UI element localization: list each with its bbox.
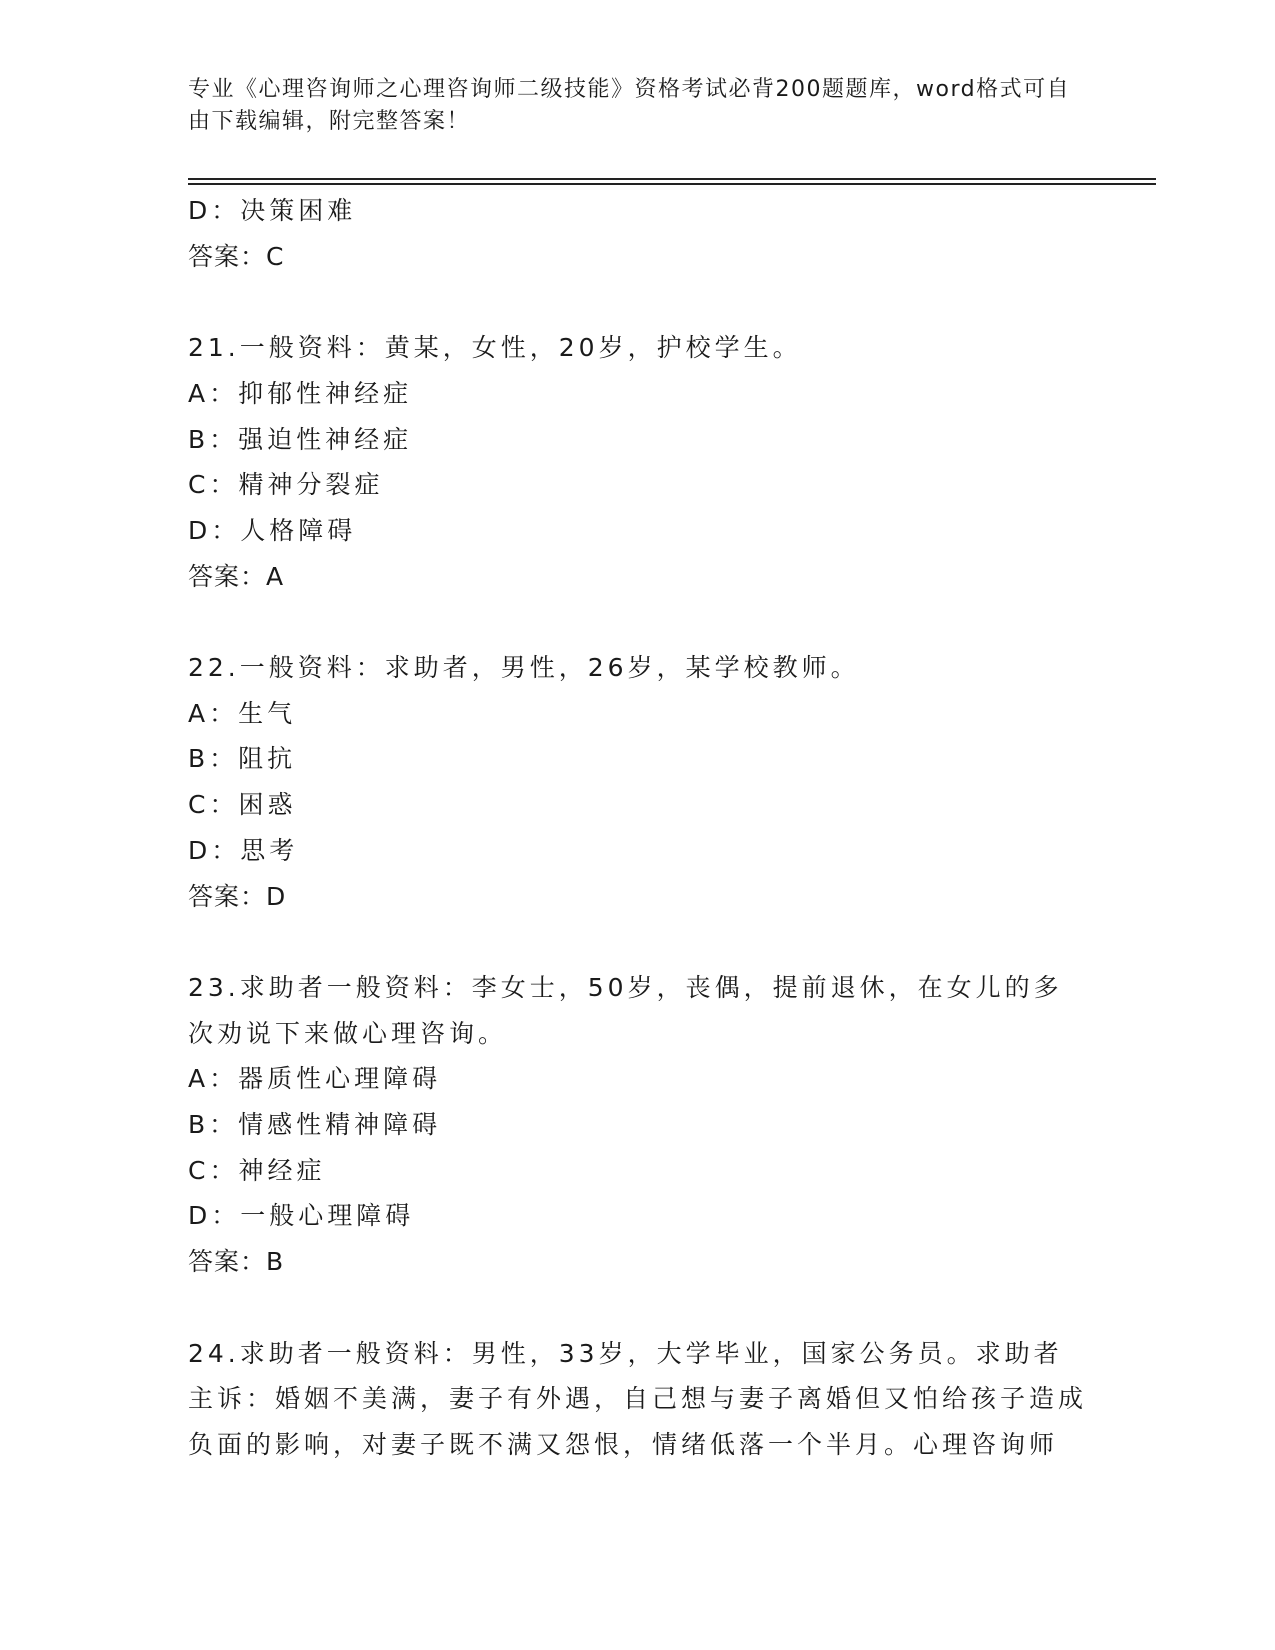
option-a: A：生气 — [188, 698, 297, 728]
option-c: C：神经症 — [188, 1155, 326, 1185]
option-d: D：一般心理障碍 — [188, 1201, 415, 1231]
answer-line: 答案：D — [188, 881, 287, 911]
option-a: A：抑郁性神经症 — [188, 378, 413, 408]
option-d: D：思考 — [188, 835, 299, 865]
page-header-title: 专业《心理咨询师之心理咨询师二级技能》资格考试必背200题题库，word格式可自由下载编辑，附完整答案！ — [188, 77, 1071, 134]
answer-line: 答案：A — [188, 561, 285, 591]
answer-line: 答案：B — [188, 1247, 285, 1277]
document-body — [188, 188, 1088, 1468]
option-b: B：情感性精神障碍 — [188, 1110, 442, 1140]
option-c: C：精神分裂症 — [188, 470, 384, 500]
option-d: D：决策困难 — [188, 196, 357, 225]
question-stem: 24.求助者一般资料：男性，33岁，大学毕业，国家公务员。求助者主诉：婚姻不美满，妻子有外遇，自己想与妻子离婚但又怕给孩子造成负面的影响，对妻子既不满又怨恨，情绪低落一个半月。心理咨询师 — [188, 1338, 1088, 1459]
option-d: D：人格障碍 — [188, 515, 357, 545]
question-stem: 22.一般资料：求助者，男性，26岁，某学校教师。 — [188, 653, 860, 682]
option-b: B：阻抗 — [188, 744, 297, 774]
question-stem: 23.求助者一般资料：李女士，50岁，丧偶，提前退休，在女儿的多次劝说下来做心理咨询。 — [188, 972, 1063, 1048]
option-a: A：器质性心理障碍 — [188, 1064, 442, 1094]
question-stem: 21.一般资料：黄某，女性，20岁，护校学生。 — [188, 333, 802, 363]
answer-line: 答案：C — [188, 241, 285, 271]
header-rule-top — [188, 178, 1156, 180]
header-rule-bottom — [188, 183, 1156, 185]
option-c: C：困惑 — [188, 790, 297, 820]
option-b: B：强迫性神经症 — [188, 424, 413, 454]
